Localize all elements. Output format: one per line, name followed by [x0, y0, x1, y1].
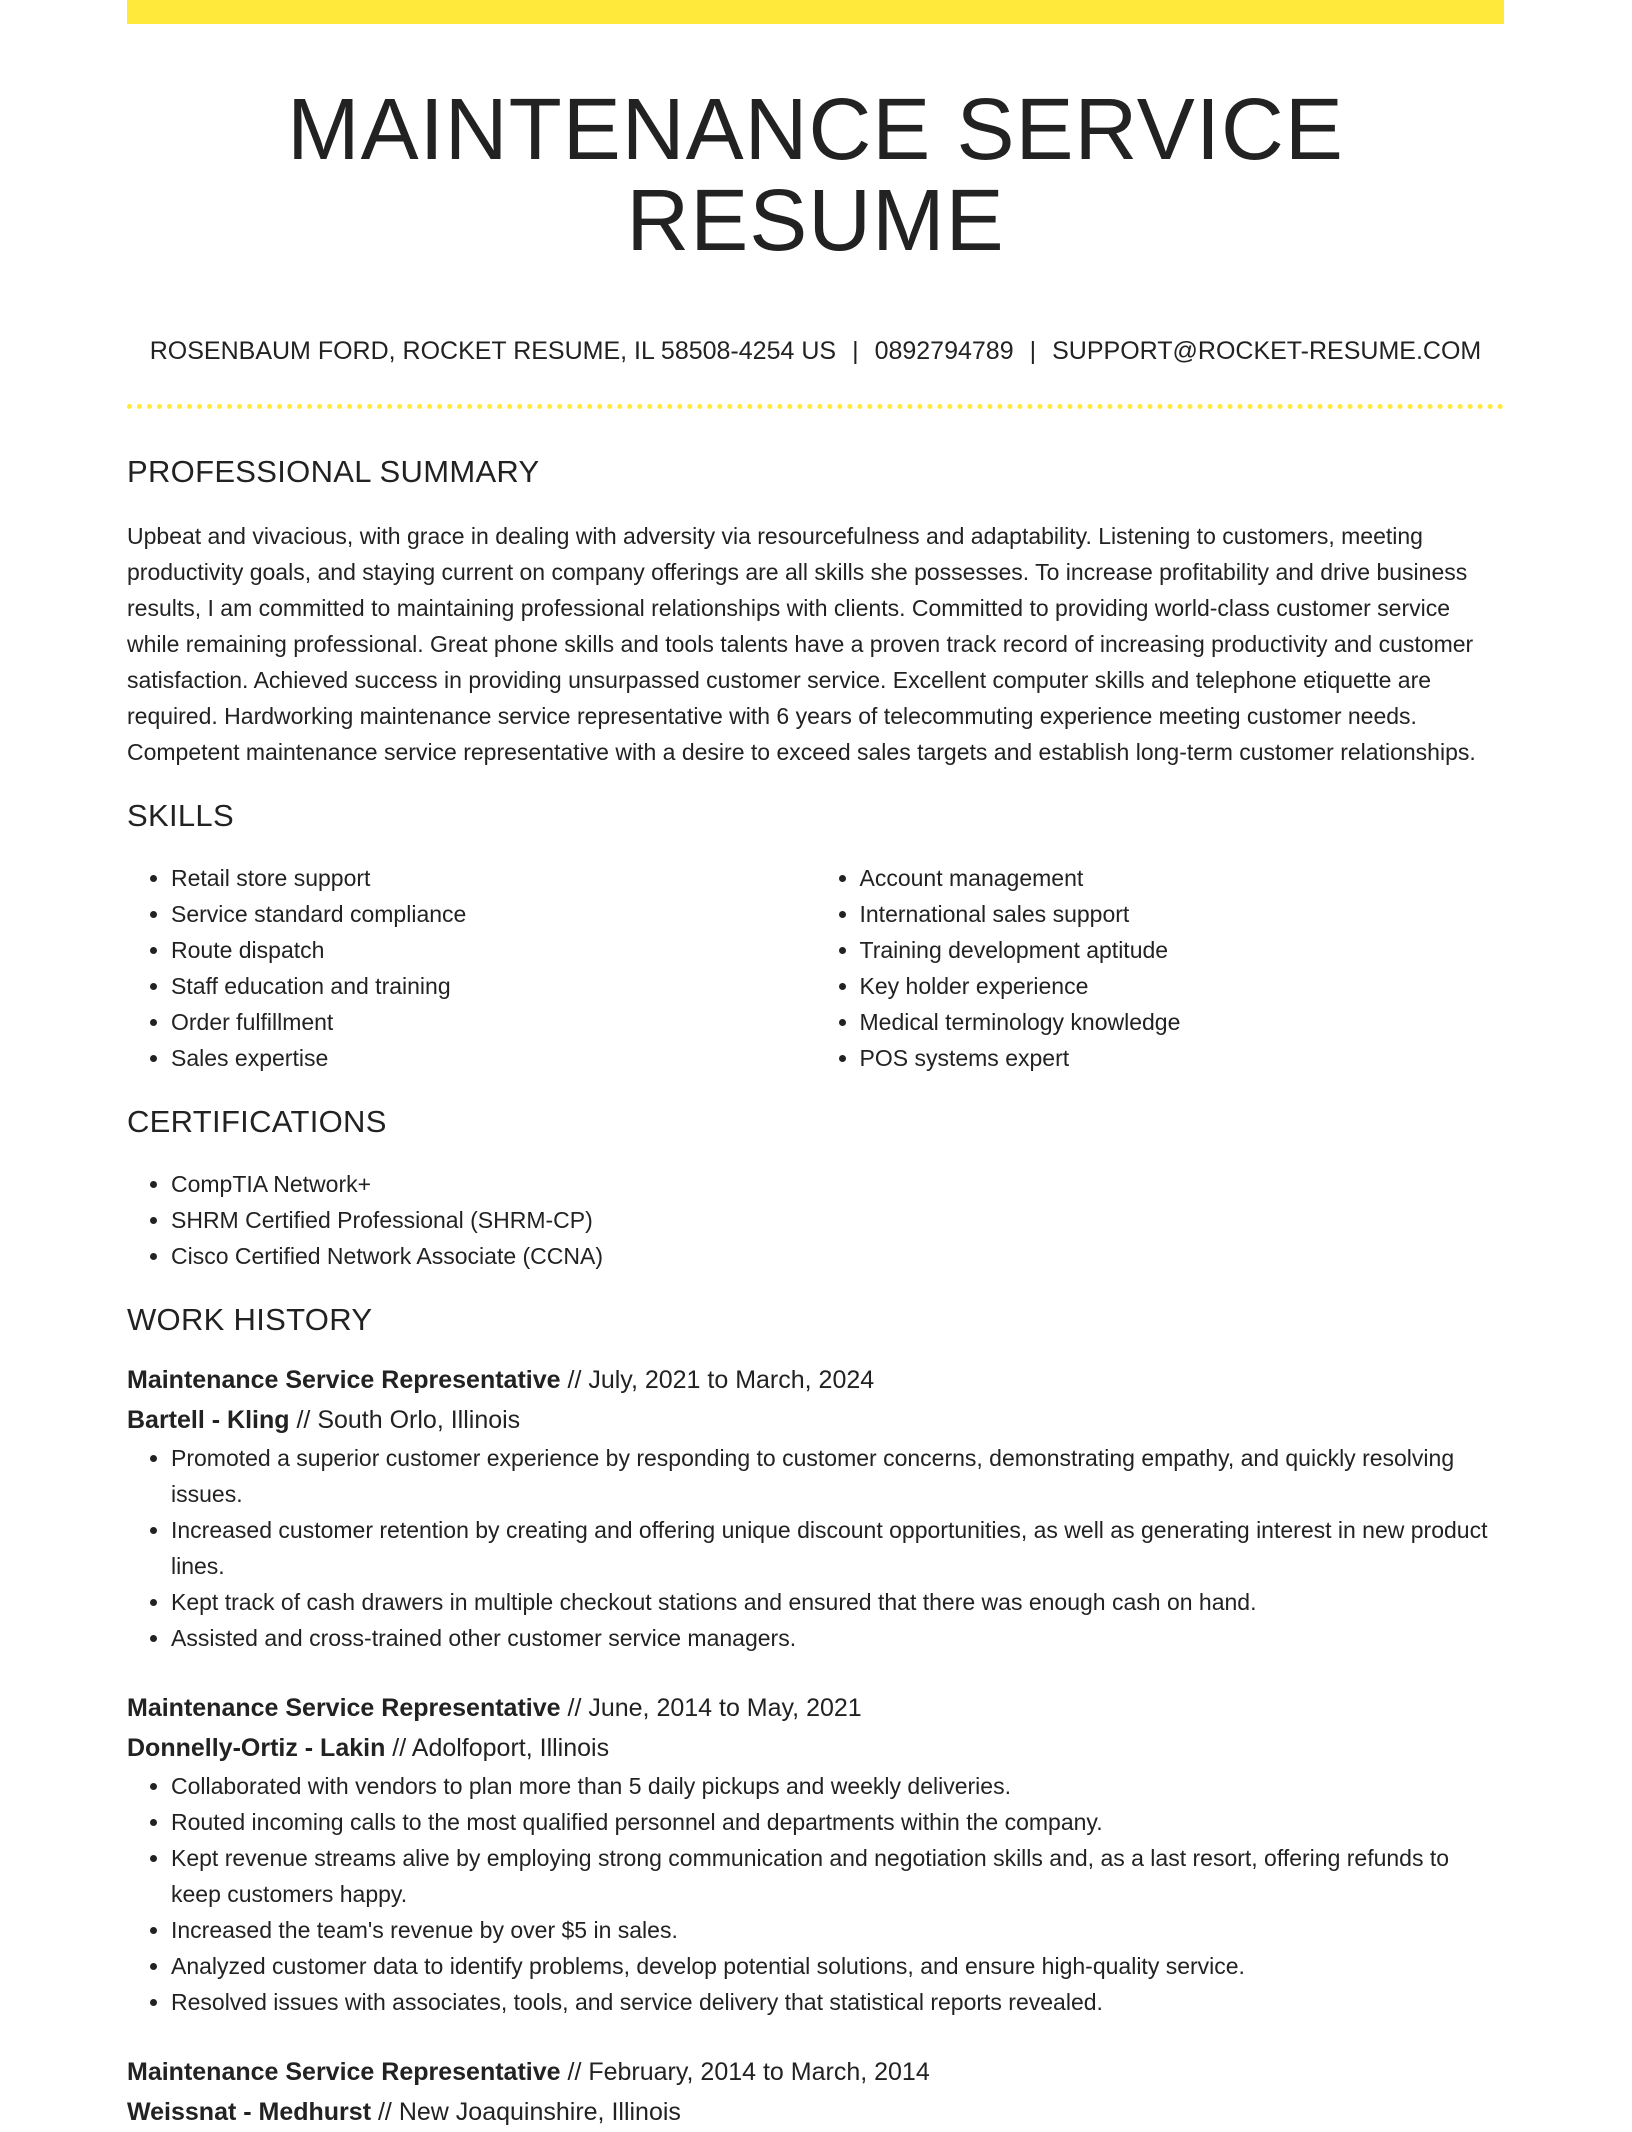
certification-item: • SHRM Certified Professional (SHRM-CP) [171, 1202, 1504, 1238]
job-divider: // [560, 2057, 589, 2086]
skill-item: • Account management [860, 860, 1505, 896]
job-title: Maintenance Service Representative [127, 1365, 561, 1394]
certifications-heading: CERTIFICATIONS [127, 1103, 387, 1139]
skill-item: • Sales expertise [171, 1040, 816, 1076]
skill-item: • Route dispatch [171, 932, 816, 968]
skill-item: • Service standard compliance [171, 896, 816, 932]
summary-heading: PROFESSIONAL SUMMARY [127, 453, 540, 489]
resume-page [127, 0, 1504, 2132]
job-bullet: • Routed incoming calls to the most qualified personnel and departments within the company. [171, 1804, 1504, 1840]
skills-list-right [816, 860, 1505, 1076]
job-company-line [127, 1728, 1504, 1768]
job-company: Donnelly-Ortiz - Lakin [127, 1733, 386, 1762]
job-entry [127, 1688, 1504, 2020]
job-title-line [127, 2052, 1504, 2092]
job-bullet: • Increased customer retention by creating and offering unique discount opportunities, as well as generating interest in new product lines. [171, 1512, 1504, 1584]
contact-separator: | [1029, 336, 1037, 365]
job-divider: // [560, 1365, 589, 1394]
job-divider: // [560, 1693, 589, 1722]
job-bullets [127, 1440, 1504, 1656]
accent-top-bar [127, 0, 1504, 24]
job-location: South Orlo, Illinois [317, 1405, 521, 1434]
job-bullet: • Promoted a superior customer experience by responding to customer concerns, demonstrating empathy, and quickly resolving issues. [171, 1440, 1504, 1512]
job-bullet: • Collaborated with vendors to plan more than 5 daily pickups and weekly deliveries. [171, 1768, 1504, 1804]
job-company: Bartell - Kling [127, 1405, 290, 1434]
job-company: Weissnat - Medhurst [127, 2097, 372, 2126]
job-location: Adolfoport, Illinois [411, 1733, 610, 1762]
contact-separator: | [852, 336, 859, 365]
job-divider: // [385, 1733, 412, 1762]
job-entry [127, 2052, 1504, 2132]
job-bullet: • Kept track of cash drawers in multiple checkout stations and ensured that there was enough cash on hand. [171, 1584, 1504, 1620]
job-bullet: • Resolved issues with associates, tools, and service delivery that statistical reports revealed. [171, 1984, 1504, 2020]
job-dates: February, 2014 to March, 2014 [588, 2057, 930, 2086]
job-bullet: • Assisted and cross-trained other customer service managers. [171, 1620, 1504, 1656]
job-divider: // [371, 2097, 399, 2126]
skills-heading: SKILLS [127, 797, 234, 833]
job-entry [127, 1360, 1504, 1656]
certifications-list [127, 1166, 1504, 1274]
job-dates: July, 2021 to March, 2024 [588, 1365, 875, 1394]
skill-item: • International sales support [860, 896, 1505, 932]
job-divider: // [289, 1405, 318, 1434]
skill-item: • Training development aptitude [860, 932, 1505, 968]
skill-item: • POS systems expert [860, 1040, 1505, 1076]
job-dates: June, 2014 to May, 2021 [588, 1693, 862, 1722]
job-title-line [127, 1360, 1504, 1400]
job-bullet: • Analyzed customer data to identify problems, develop potential solutions, and ensure high-quality service. [171, 1948, 1504, 1984]
skills-grid [127, 860, 1504, 1076]
contact-line [127, 337, 1504, 366]
header-divider [127, 404, 1504, 409]
job-location: New Joaquinshire, Illinois [398, 2097, 681, 2126]
skill-item: • Order fulfillment [171, 1004, 816, 1040]
job-bullet: • Kept revenue streams alive by employing strong communication and negotiation skills and, as a last resort, offering refunds to keep customers happy. [171, 1840, 1504, 1912]
summary-text: Upbeat and vivacious, with grace in dealing with adversity via resourcefulness and adaptability. Listening to customers, meeting productivity goals, and staying current on company offerings are all skills she possesses. To increase profitability and drive business results, I am committed to maintaining professional relationships with clients. Committed to providing world-class customer service while remaining professional. Great phone skills and tools talents have a proven track record of increasing productivity and customer satisfaction. Achieved success in providing unsurpassed customer service. Excellent computer skills and telephone etiquette are required. Hardworking maintenance service representative with 6 years of telecommuting experience meeting customer needs. Competent maintenance service representative with a desire to exceed sales targets and establish long-term customer relationships. [127, 522, 1476, 765]
job-title: Maintenance Service Representative [127, 2057, 561, 2086]
job-title: Maintenance Service Representative [127, 1693, 561, 1722]
work-history-heading: WORK HISTORY [127, 1301, 373, 1337]
job-company-line [127, 1400, 1504, 1440]
contact-email: SUPPORT@ROCKET-RESUME.COM [1052, 336, 1482, 365]
certification-item: • Cisco Certified Network Associate (CCNA) [171, 1238, 1504, 1274]
job-bullet: • Increased the team's revenue by over $5 in sales. [171, 1912, 1504, 1948]
job-title-line [127, 1688, 1504, 1728]
contact-phone: 0892794789 [874, 336, 1014, 365]
skill-item: • Medical terminology knowledge [860, 1004, 1505, 1040]
contact-address: ROSENBAUM FORD, ROCKET RESUME, IL 58508-4254 US [149, 336, 837, 365]
skill-item: • Retail store support [171, 860, 816, 896]
skill-item: • Key holder experience [860, 968, 1505, 1004]
certification-item: • CompTIA Network+ [171, 1166, 1504, 1202]
skill-item: • Staff education and training [171, 968, 816, 1004]
resume-title: MAINTENANCE SERVICE RESUME [287, 81, 1344, 270]
skills-list-left [127, 860, 816, 1076]
job-bullets [127, 1768, 1504, 2020]
